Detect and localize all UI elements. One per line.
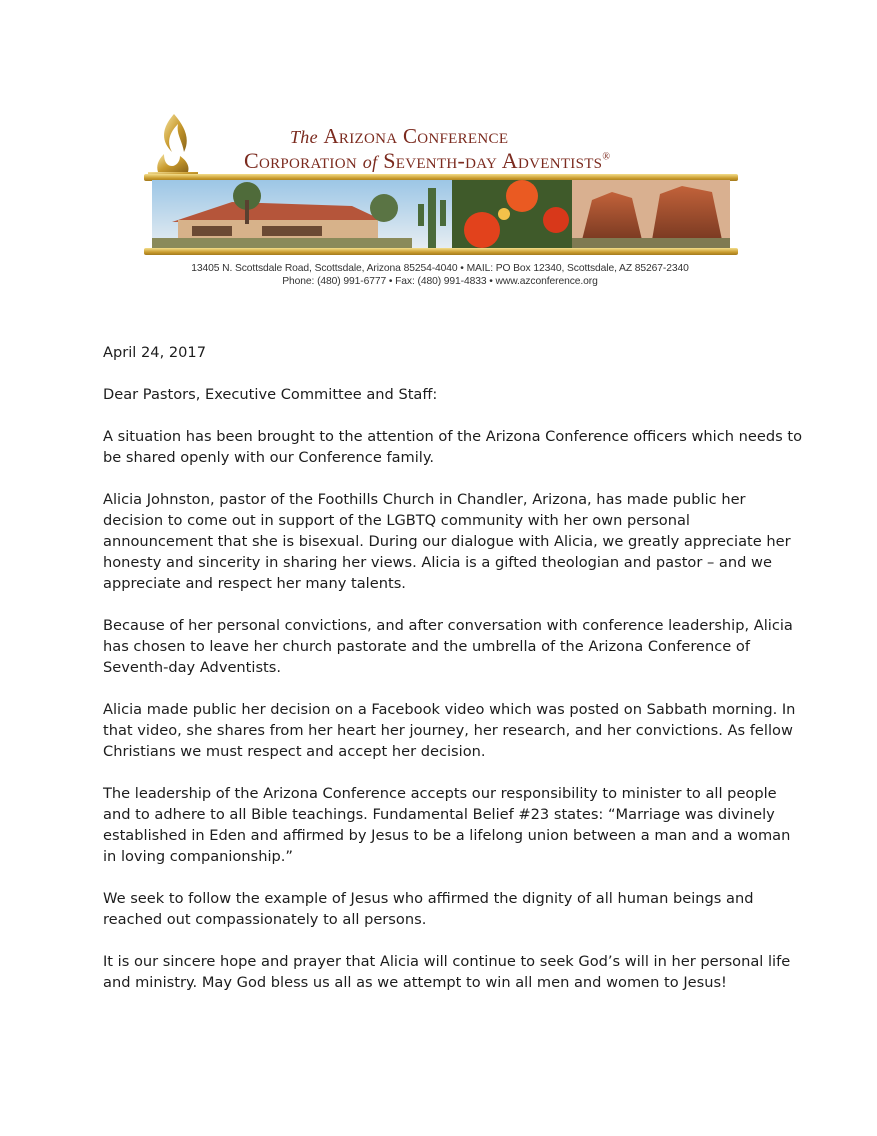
paragraph-line: decision to come out in support of the LGBTQ community with her own personal xyxy=(103,512,690,529)
letter-paragraph xyxy=(103,699,796,762)
paragraph-line: Alicia Johnston, pastor of the Foothills Church in Chandler, Arizona, has made public her xyxy=(103,491,746,508)
paragraph-line: honesty and sincerity in sharing her views. Alicia is a gifted theologian and pastor – and we xyxy=(103,554,772,571)
paragraph-line: Christians we must respect and accept her decision. xyxy=(103,743,486,760)
paragraph-line: It is our sincere hope and prayer that Alicia will continue to seek God’s will in her personal life xyxy=(103,953,791,970)
letter-salutation: Dear Pastors, Executive Committee and Staff: xyxy=(103,386,438,403)
org-the: The xyxy=(290,127,318,147)
letterhead-rule-bottom xyxy=(144,248,738,255)
paragraph-line: established in Eden and affirmed by Jesus to be a lifelong union between a man and a woman xyxy=(103,827,791,844)
paragraph-line: in loving companionship.” xyxy=(103,848,293,865)
paragraph-line: Seventh-day Adventists. xyxy=(103,659,282,676)
paragraph-line: Alicia made public her decision on a Facebook video which was posted on Sabbath morning. In xyxy=(103,701,796,718)
paragraph-line: announcement that she is bisexual. During our dialogue with Alicia, we greatly appreciate her xyxy=(103,533,791,550)
letter-paragraph xyxy=(103,489,791,594)
letter-paragraph xyxy=(103,426,802,468)
paragraph-line: Because of her personal convictions, and after conversation with conference leadership, Alicia xyxy=(103,617,793,634)
letter-date: April 24, 2017 xyxy=(103,344,206,361)
org-name-line2 xyxy=(244,148,744,174)
letterhead-address xyxy=(140,262,740,288)
paragraph-line: has chosen to leave her church pastorate and the umbrella of the Arizona Conference of xyxy=(103,638,750,655)
address-line-2: Phone: (480) 991-6777 • Fax: (480) 991-4833 • www.azconference.org xyxy=(282,276,598,287)
letterhead xyxy=(140,108,740,298)
paragraph-line: that video, she shares from her heart her journey, her research, and her convictions. As fellow xyxy=(103,722,793,739)
paragraph-line: and ministry. May God bless us all as we attempt to win all men and women to Jesus! xyxy=(103,974,727,991)
paragraph-line: and to adhere to all Bible teachings. Fundamental Belief #23 states: “Marriage was divinely xyxy=(103,806,775,823)
org-corporation: Corporation xyxy=(244,148,357,173)
org-arizona-conference: Arizona Conference xyxy=(323,124,509,148)
paragraph-line: We seek to follow the example of Jesus who affirmed the dignity of all human beings and xyxy=(103,890,754,907)
letter-paragraphs xyxy=(103,426,802,993)
paragraph-line: The leadership of the Arizona Conference accepts our responsibility to minister to all people xyxy=(103,785,777,802)
letter-paragraph xyxy=(103,615,793,678)
registered-mark: ® xyxy=(602,151,611,163)
paragraph-line: be shared openly with our Conference family. xyxy=(103,449,435,466)
address-line-1: 13405 N. Scottsdale Road, Scottsdale, Arizona 85254-4040 • MAIL: PO Box 12340, Scottsdale, AZ 85267-2340 xyxy=(191,263,689,274)
paragraph-line: reached out compassionately to all persons. xyxy=(103,911,427,928)
paragraph-line: A situation has been brought to the attention of the Arizona Conference officers which needs to xyxy=(103,428,802,445)
adventist-flame-logo-icon xyxy=(144,112,202,180)
paragraph-line: appreciate and respect her many talents. xyxy=(103,575,406,592)
arizona-landscape-banner xyxy=(152,180,730,250)
letter-paragraph xyxy=(103,888,783,930)
letter-paragraph xyxy=(103,783,791,867)
org-name-line1 xyxy=(290,124,740,149)
letter-paragraph xyxy=(103,951,791,993)
letter-body xyxy=(103,342,802,1014)
org-of: of xyxy=(362,152,378,172)
org-sda: Seventh-day Adventists xyxy=(383,148,603,173)
